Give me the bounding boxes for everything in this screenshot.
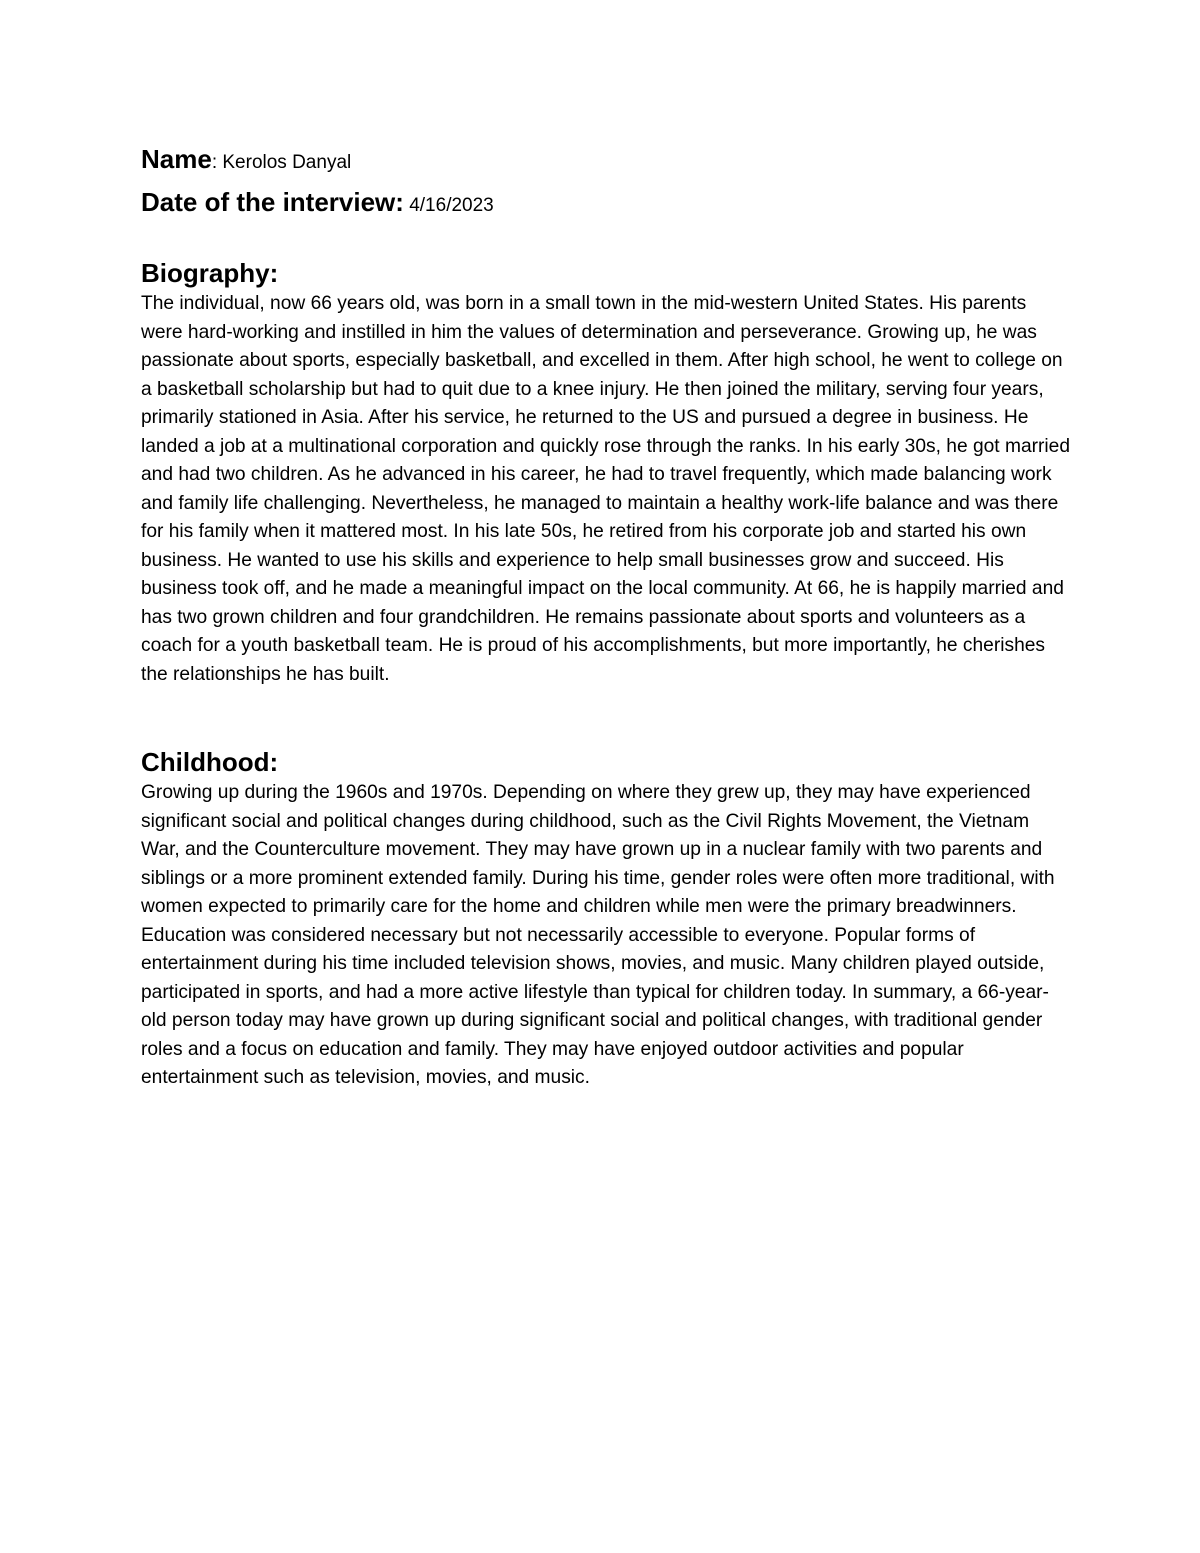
biography-heading: Biography: [141,258,279,288]
childhood-heading: Childhood: [141,747,279,777]
name-line [141,140,1071,183]
name-label: Name [141,144,212,174]
interview-date-line [141,183,1071,226]
childhood-text: Growing up during the 1960s and 1970s. Depending on where they grew up, they may have experienced significant social and political changes during childhood, such as the Civil Rights Movement, the Vietnam War, and the Counterculture movement. They may have grown up in a nuclear family with two parents and siblings or a more prominent extended family. During his time, gender roles were often more traditional, with women expected to primarily care for the home and children while men were the primary breadwinners. Education was considered necessary but not necessarily accessible to everyone. Popular forms of entertainment during his time included television shows, movies, and music. Many children played outside, participated in sports, and had a more active lifestyle than typical for children today. In summary, a 66-year-old person today may have grown up during significant social and political changes, with traditional gender roles and a focus on education and family. They may have enjoyed outdoor activities and popular entertainment such as television, movies, and music. [141,782,1055,1088]
interview-date-value: 4/16/2023 [403,195,494,216]
interview-date-label: Date of the interview: [141,187,404,217]
name-value: : Kerolos Danyal [211,152,352,173]
biography-text: The individual, now 66 years old, was born in a small town in the mid-western United States. His parents were hard-working and instilled in him the values of determination and perseverance. Growing up, he was passionate about sports, especially basketball, and excelled in them. After high school, he went to college on a basketball scholarship but had to quit due to a knee injury. He then joined the military, serving four years, primarily stationed in Asia. After his service, he returned to the US and pursued a degree in business. He landed a job at a multinational corporation and quickly rose through the ranks. In his early 30s, he got married and had two children. As he advanced in his career, he had to travel frequently, which made balancing work and family life challenging. Nevertheless, he managed to maintain a healthy work-life balance and was there for his family when it mattered most. In his late 50s, he retired from his corporate job and started his own business. He wanted to use his skills and experience to help small businesses grow and succeed. His business took off, and he made a meaningful impact on the local community. At 66, he is happily married and has two grown children and four grandchildren. He remains passionate about sports and volunteers as a coach for a youth basketball team. He is proud of his accomplishments, but more importantly, he cherishes the relationships he has built. [141,293,1071,685]
document-content [141,140,1071,1093]
